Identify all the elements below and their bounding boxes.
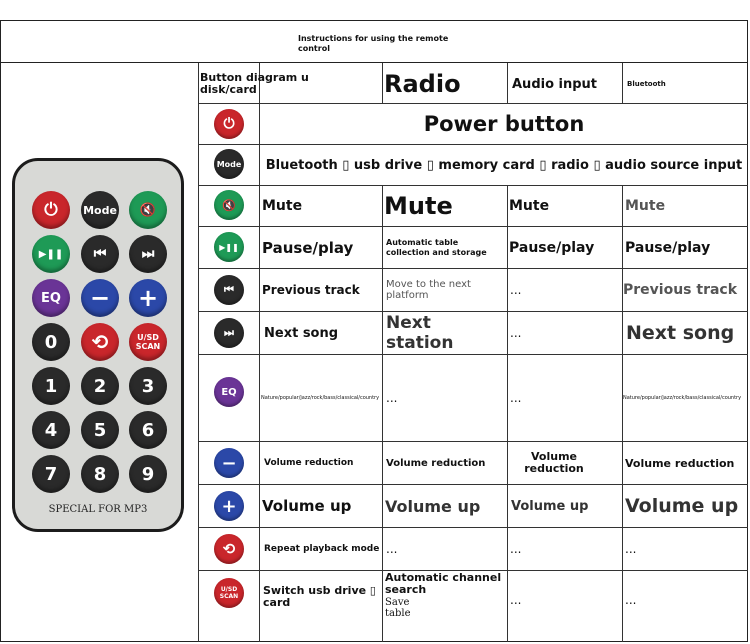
remote-5-button[interactable]: 5 [81, 411, 119, 449]
prev-bluetooth: Previous track [623, 281, 738, 298]
pause-usb: Pause/play [262, 238, 354, 257]
next-usb: Next song [264, 325, 339, 341]
remote-7-button[interactable]: 7 [32, 455, 70, 493]
remote-8-button[interactable]: 8 [81, 455, 119, 493]
repeat-audio: ... [510, 542, 522, 556]
voldown-radio: Volume reduction [386, 457, 486, 469]
mode-icon: Mode [214, 149, 244, 179]
voldown-usb: Volume reduction [264, 458, 354, 468]
pause-radio: Automatic table collection and storage [386, 237, 487, 257]
eq-icon: EQ [214, 377, 244, 407]
repeat-bluetooth: ... [625, 542, 637, 556]
remote-power-button[interactable]: ⏻ [32, 191, 70, 229]
remote-1-button[interactable]: 1 [32, 367, 70, 405]
pause-bluetooth: Pause/play [625, 239, 711, 256]
header-bluetooth: Bluetooth [627, 80, 666, 88]
mute-usb: Mute [262, 198, 303, 214]
header-audio-input: Audio input [512, 76, 598, 92]
eq-bluetooth: Nature/popular/jazz/rock/bass/classical/country [623, 395, 742, 401]
switch-radio-save: Save table [385, 597, 411, 619]
switch-radio-search: Automatic channel search [385, 571, 502, 596]
remote-plus-button[interactable]: + [129, 279, 167, 317]
remote-repeat-button[interactable]: ⟲ [81, 323, 119, 361]
next-audio: ... [510, 326, 522, 340]
volup-bluetooth: Volume up [625, 495, 739, 517]
power-icon: ⏻ [214, 109, 244, 139]
remote-0-button[interactable]: 0 [32, 323, 70, 361]
remote-playpause-button[interactable]: ▶❚❚ [32, 235, 70, 273]
next-radio: Next station [386, 313, 454, 353]
remote-4-button[interactable]: 4 [32, 411, 70, 449]
volup-radio: Volume up [385, 496, 481, 516]
volup-audio: Volume up [511, 498, 589, 514]
repeat-icon: ⟲ [214, 534, 244, 564]
header-button-diagram: Button diagram u disk/card [200, 71, 309, 96]
prev-audio: ... [510, 283, 522, 297]
mode-row-text: Bluetooth ▯ usb drive ▯ memory card ▯ radio ▯ audio source input [265, 157, 743, 173]
prev-radio: Move to the next platform [386, 279, 471, 301]
mute-bluetooth: Mute [625, 198, 666, 214]
voldown-audio: Volume reduction [524, 450, 584, 475]
mute-radio: Mute [384, 192, 453, 220]
switch-usb: Switch usb drive ▯ card [263, 584, 376, 609]
minus-icon: − [214, 448, 244, 478]
mute-icon: 🔇 [214, 190, 244, 220]
power-row-text: Power button [423, 112, 585, 136]
next-icon: ⏭ [214, 318, 244, 348]
mute-audio: Mute [509, 198, 550, 214]
remote-brand-label: SPECIAL FOR MP3 [48, 504, 148, 515]
remote-mode-button[interactable]: Mode [81, 191, 119, 229]
remote-9-button[interactable]: 9 [129, 455, 167, 493]
eq-audio: ... [510, 391, 522, 405]
remote-6-button[interactable]: 6 [129, 411, 167, 449]
remote-eq-button[interactable]: EQ [32, 279, 70, 317]
remote-next-button[interactable]: ⏭ [129, 235, 167, 273]
switch-bluetooth: ... [625, 593, 637, 607]
prev-icon: ⏮ [214, 275, 244, 305]
remote-3-button[interactable]: 3 [129, 367, 167, 405]
pause-audio: Pause/play [509, 239, 595, 256]
eq-usb: Nature/popular/jazz/rock/bass/classical/country [261, 395, 380, 401]
remote-prev-button[interactable]: ⏮ [81, 235, 119, 273]
remote-control [12, 158, 184, 532]
next-bluetooth: Next song [626, 322, 735, 344]
voldown-bluetooth: Volume reduction [625, 456, 735, 470]
volup-usb: Volume up [262, 497, 352, 515]
remote-mute-button[interactable]: 🔇 [129, 191, 167, 229]
switch-audio: ... [510, 593, 522, 607]
playpause-icon: ▶❚❚ [214, 232, 244, 262]
eq-radio: ... [386, 391, 398, 405]
repeat-radio: ... [386, 542, 398, 556]
page-title: Instructions for using the remote control [298, 34, 449, 53]
usd-scan-icon: U/SD SCAN [214, 578, 244, 608]
repeat-usb: Repeat playback mode [264, 544, 380, 554]
remote-2-button[interactable]: 2 [81, 367, 119, 405]
remote-usd-scan-button[interactable]: U/SD SCAN [129, 323, 167, 361]
prev-usb: Previous track [262, 282, 360, 297]
plus-icon: + [214, 491, 244, 521]
header-radio: Radio [384, 70, 461, 98]
remote-minus-button[interactable]: − [81, 279, 119, 317]
